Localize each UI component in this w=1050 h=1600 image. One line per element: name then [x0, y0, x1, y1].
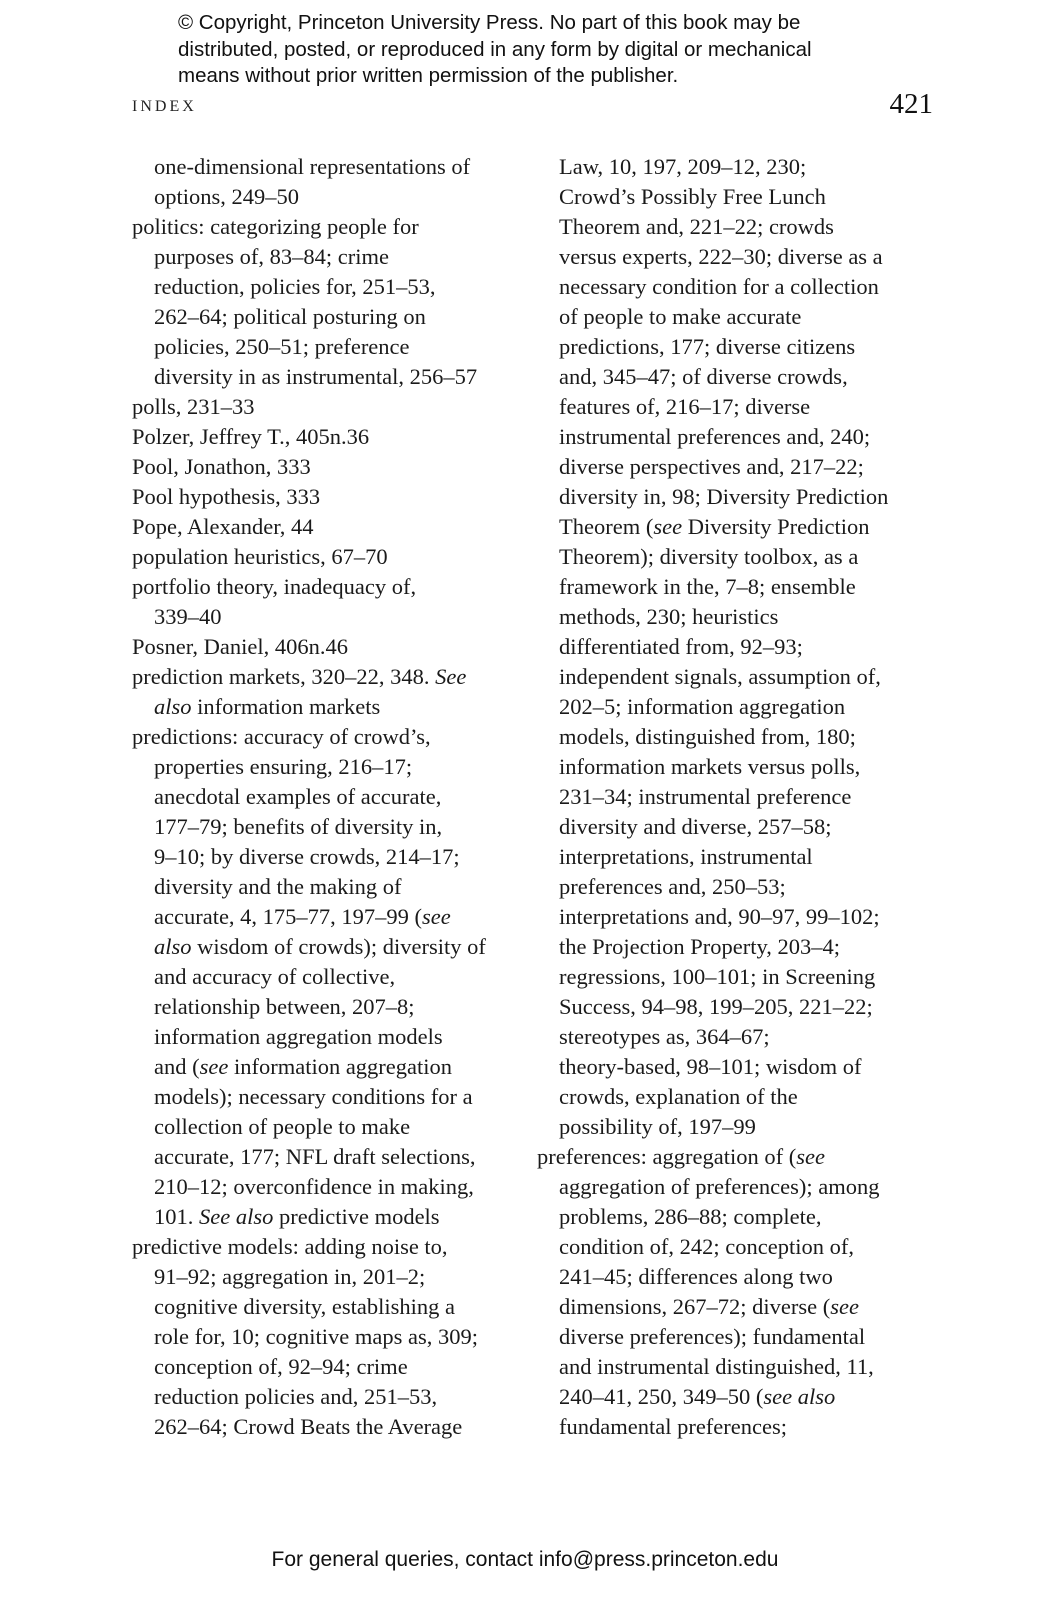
- index-line: [132, 812, 527, 842]
- index-line: [537, 362, 937, 392]
- index-line: [537, 1292, 937, 1322]
- index-text: preferences and, 250–53;: [559, 874, 786, 899]
- index-line: [132, 1292, 527, 1322]
- index-line: [537, 872, 937, 902]
- index-text: independent signals, assumption of,: [559, 664, 881, 689]
- index-text: collection of people to make: [154, 1114, 411, 1139]
- index-italic-text: See: [435, 664, 467, 689]
- index-text: diverse perspectives and, 217–22;: [559, 454, 864, 479]
- index-text: anecdotal examples of accurate,: [154, 784, 442, 809]
- index-text: information aggregation models: [154, 1024, 443, 1049]
- index-text: conception of, 92–94; crime: [154, 1354, 408, 1379]
- index-text: crowds, explanation of the: [559, 1084, 798, 1109]
- index-line: [537, 1262, 937, 1292]
- index-line: [537, 1382, 937, 1412]
- index-italic-text: see: [422, 904, 451, 929]
- index-text: problems, 286–88; complete,: [559, 1204, 822, 1229]
- index-text: and (: [154, 1054, 200, 1079]
- index-text: dimensions, 267–72; diverse (: [559, 1294, 831, 1319]
- index-line: [132, 1202, 527, 1232]
- index-text: Law, 10, 197, 209–12, 230;: [559, 154, 807, 179]
- index-line: [537, 392, 937, 422]
- index-text: framework in the, 7–8; ensemble: [559, 574, 856, 599]
- index-italic-text: see: [199, 1054, 229, 1079]
- index-text: diversity in, 98; Diversity Prediction: [559, 484, 889, 509]
- index-text: information markets: [191, 694, 381, 719]
- index-text: properties ensuring, 216–17;: [154, 754, 413, 779]
- index-line: [132, 392, 527, 422]
- index-text: Success, 94–98, 199–205, 221–22;: [559, 994, 873, 1019]
- index-text: Pool, Jonathon, 333: [132, 454, 311, 479]
- index-text: 231–34; instrumental preference: [559, 784, 852, 809]
- copyright-line: distributed, posted, or reproduced in any form by digital or mechanical: [178, 37, 812, 61]
- index-text: accurate, 4, 175–77, 197–99 (: [154, 904, 423, 929]
- index-text: Pope, Alexander, 44: [132, 514, 314, 539]
- index-line: [537, 662, 937, 692]
- index-line: [537, 272, 937, 302]
- index-text: Diversity Prediction: [682, 514, 870, 539]
- copyright-line: © Copyright, Princeton University Press. No part of this book may be: [178, 11, 801, 34]
- index-text: Theorem and, 221–22; crowds: [559, 214, 834, 239]
- page-number: 421: [889, 88, 933, 120]
- index-line: [132, 1112, 527, 1142]
- index-line: [537, 1082, 937, 1112]
- index-text: features of, 216–17; diverse: [559, 394, 811, 419]
- index-line: [537, 902, 937, 932]
- index-line: [537, 1142, 937, 1172]
- index-line: [537, 692, 937, 722]
- index-line: [537, 1172, 937, 1202]
- index-text: necessary condition for a collection: [559, 274, 879, 299]
- index-line: [132, 1142, 527, 1172]
- index-line: [537, 752, 937, 782]
- index-text: prediction markets, 320–22, 348.: [132, 664, 436, 689]
- index-line: [537, 782, 937, 812]
- index-line: [132, 152, 527, 182]
- index-text: predictive models: adding noise to,: [132, 1234, 448, 1259]
- index-text: 210–12; overconfidence in making,: [154, 1174, 474, 1199]
- index-line: [537, 422, 937, 452]
- index-line: [537, 1352, 937, 1382]
- index-text: predictive models: [273, 1204, 440, 1229]
- index-text: methods, 230; heuristics: [559, 604, 779, 629]
- index-line: [132, 542, 527, 572]
- index-line: [132, 362, 527, 392]
- index-text: theory-based, 98–101; wisdom of: [559, 1054, 862, 1079]
- copyright-line: means without prior written permission of the publisher.: [178, 64, 679, 87]
- index-line: [537, 152, 937, 182]
- index-text: fundamental preferences;: [559, 1414, 787, 1439]
- index-text: condition of, 242; conception of,: [559, 1234, 854, 1259]
- index-text: 202–5; information aggregation: [559, 694, 846, 719]
- index-text: models, distinguished from, 180;: [559, 724, 856, 749]
- index-line: [537, 932, 937, 962]
- index-line: [132, 1172, 527, 1202]
- index-text: reduction, policies for, 251–53,: [154, 274, 436, 299]
- index-line: [132, 1322, 527, 1352]
- index-line: [537, 242, 937, 272]
- index-text: aggregation of preferences); among: [559, 1174, 880, 1199]
- index-line: [537, 332, 937, 362]
- index-line: [132, 1052, 527, 1082]
- index-text: wisdom of crowds); diversity of: [191, 934, 486, 959]
- index-italic-text: also: [154, 694, 192, 719]
- index-text: 177–79; benefits of diversity in,: [154, 814, 443, 839]
- index-text: and instrumental distinguished, 11,: [559, 1354, 874, 1379]
- index-text: preferences: aggregation of (: [537, 1144, 797, 1169]
- index-line: [537, 1202, 937, 1232]
- index-italic-text: also: [154, 934, 192, 959]
- index-line: [132, 782, 527, 812]
- index-text: models); necessary conditions for a: [154, 1084, 473, 1109]
- index-line: [132, 842, 527, 872]
- index-line: [537, 1052, 937, 1082]
- index-text: of people to make accurate: [559, 304, 802, 329]
- index-line: [132, 572, 527, 602]
- index-text: portfolio theory, inadequacy of,: [132, 574, 417, 599]
- index-italic-text: see: [830, 1294, 859, 1319]
- index-line: [132, 722, 527, 752]
- index-text: policies, 250–51; preference: [154, 334, 410, 359]
- index-line: [132, 1382, 527, 1412]
- index-line: [537, 572, 937, 602]
- index-line: [537, 1022, 937, 1052]
- index-text: politics: categorizing people for: [132, 214, 419, 239]
- index-text: accurate, 177; NFL draft selections,: [154, 1144, 476, 1169]
- index-text: options, 249–50: [154, 184, 300, 209]
- index-text: interpretations and, 90–97, 99–102;: [559, 904, 880, 929]
- index-text: relationship between, 207–8;: [154, 994, 415, 1019]
- index-line: [537, 992, 937, 1022]
- index-text: Polzer, Jeffrey T., 405n.36: [132, 424, 370, 449]
- index-line: [537, 452, 937, 482]
- index-text: 101.: [154, 1204, 199, 1229]
- index-text: population heuristics, 67–70: [132, 544, 388, 569]
- index-line: [132, 302, 527, 332]
- index-text: Theorem (: [559, 514, 654, 539]
- index-text: 91–92; aggregation in, 201–2;: [154, 1264, 426, 1289]
- index-line: [537, 182, 937, 212]
- index-text: 240–41, 250, 349–50 (: [559, 1384, 764, 1409]
- index-text: reduction policies and, 251–53,: [154, 1384, 438, 1409]
- index-line: [537, 1232, 937, 1262]
- index-text: role for, 10; cognitive maps as, 309;: [154, 1324, 479, 1349]
- index-text: 262–64; Crowd Beats the Average: [154, 1414, 463, 1439]
- index-text: information aggregation: [228, 1054, 453, 1079]
- index-line: [132, 662, 527, 692]
- index-line: [132, 1352, 527, 1382]
- index-italic-text: see also: [763, 1384, 836, 1409]
- running-head: INDEX: [132, 98, 197, 115]
- index-text: Pool hypothesis, 333: [132, 484, 321, 509]
- index-line: [537, 962, 937, 992]
- index-line: [132, 752, 527, 782]
- index-text: diversity and the making of: [154, 874, 402, 899]
- index-line: [537, 602, 937, 632]
- index-text: cognitive diversity, establishing a: [154, 1294, 455, 1319]
- index-line: [132, 962, 527, 992]
- index-text: 339–40: [154, 604, 222, 629]
- index-column-right: [537, 152, 937, 1442]
- index-line: [537, 302, 937, 332]
- index-line: [132, 272, 527, 302]
- index-italic-text: see: [653, 514, 683, 539]
- index-line: [132, 332, 527, 362]
- index-text: Posner, Daniel, 406n.46: [132, 634, 348, 659]
- index-line: [132, 692, 527, 722]
- index-line: [537, 1412, 937, 1442]
- index-text: one-dimensional representations of: [154, 154, 471, 179]
- index-italic-text: see: [796, 1144, 825, 1169]
- index-line: [132, 1022, 527, 1052]
- index-line: [537, 212, 937, 242]
- index-line: [132, 242, 527, 272]
- index-text: diversity in as instrumental, 256–57: [154, 364, 478, 389]
- index-text: predictions: accuracy of crowd’s,: [132, 724, 431, 749]
- index-text: purposes of, 83–84; crime: [154, 244, 389, 269]
- index-text: information markets versus polls,: [559, 754, 861, 779]
- index-text: diversity and diverse, 257–58;: [559, 814, 832, 839]
- index-line: [132, 602, 527, 632]
- index-text: Theorem); diversity toolbox, as a: [559, 544, 859, 569]
- index-line: [537, 482, 937, 512]
- index-line: [132, 902, 527, 932]
- index-text: differentiated from, 92–93;: [559, 634, 803, 659]
- index-text: 9–10; by diverse crowds, 214–17;: [154, 844, 460, 869]
- index-text: predictions, 177; diverse citizens: [559, 334, 856, 359]
- index-line: [132, 992, 527, 1022]
- index-line: [132, 422, 527, 452]
- index-line: [132, 182, 527, 212]
- index-line: [132, 932, 527, 962]
- index-line: [537, 842, 937, 872]
- index-text: diverse preferences); fundamental: [559, 1324, 866, 1349]
- index-text: Crowd’s Possibly Free Lunch: [559, 184, 826, 209]
- index-line: [537, 722, 937, 752]
- index-line: [132, 632, 527, 662]
- index-text: interpretations, instrumental: [559, 844, 813, 869]
- index-text: possibility of, 197–99: [559, 1114, 756, 1139]
- index-text: 262–64; political posturing on: [154, 304, 426, 329]
- copyright-notice: [178, 10, 938, 90]
- index-line: [132, 872, 527, 902]
- index-text: versus experts, 222–30; diverse as a: [559, 244, 883, 269]
- footer-contact: For general queries, contact info@press.princeton.edu: [271, 1548, 779, 1571]
- index-text: polls, 231–33: [132, 394, 255, 419]
- index-text: and accuracy of collective,: [154, 964, 396, 989]
- index-column-left: [132, 152, 527, 1442]
- index-italic-text: See also: [199, 1204, 274, 1229]
- index-line: [132, 1262, 527, 1292]
- index-line: [132, 1082, 527, 1112]
- index-text: the Projection Property, 203–4;: [559, 934, 840, 959]
- index-line: [537, 632, 937, 662]
- index-text: instrumental preferences and, 240;: [559, 424, 871, 449]
- index-line: [537, 512, 937, 542]
- index-line: [132, 482, 527, 512]
- index-line: [537, 1112, 937, 1142]
- index-text: 241–45; differences along two: [559, 1264, 833, 1289]
- index-text: stereotypes as, 364–67;: [559, 1024, 770, 1049]
- index-line: [132, 212, 527, 242]
- index-line: [132, 1412, 527, 1442]
- index-line: [132, 452, 527, 482]
- index-line: [132, 1232, 527, 1262]
- index-text: and, 345–47; of diverse crowds,: [559, 364, 848, 389]
- index-line: [537, 542, 937, 572]
- index-line: [132, 512, 527, 542]
- index-text: regressions, 100–101; in Screening: [559, 964, 876, 989]
- index-line: [537, 1322, 937, 1352]
- index-line: [537, 812, 937, 842]
